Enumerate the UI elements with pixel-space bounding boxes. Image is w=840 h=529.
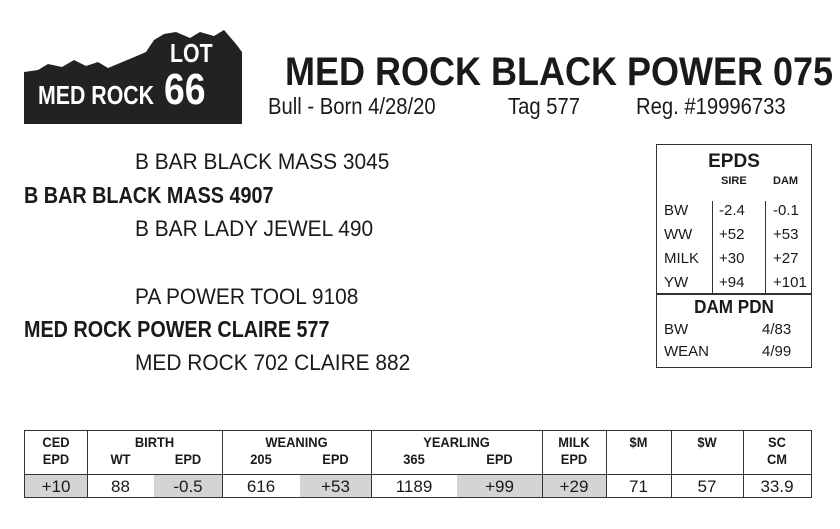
header-weaning-205: 205 — [250, 451, 272, 467]
header-milk-epd: EPD — [560, 451, 588, 467]
animal-info-line — [268, 95, 808, 123]
header-milk: MILK — [558, 434, 590, 450]
value-sw: 57 — [697, 477, 717, 496]
dam-pdn-label: BW — [664, 321, 689, 338]
header-sm: $M — [629, 434, 648, 450]
epd-sire-value: +30 — [719, 250, 745, 267]
epd-row-milk — [661, 247, 811, 271]
pdn-divider — [657, 293, 811, 295]
value-milk: +29 — [559, 477, 589, 496]
pedigree-dam: MED ROCK POWER CLAIRE 577 — [24, 316, 330, 342]
epd-row-yw — [661, 271, 811, 295]
header-ced: CED — [42, 434, 70, 450]
logo-ranch-name: MED ROCK — [38, 80, 155, 110]
header-sc: SC — [768, 434, 786, 450]
epd-sire-value: +52 — [719, 226, 745, 243]
value-weaning-epd: +53 — [321, 477, 350, 496]
epd-panel — [656, 144, 812, 368]
pedigree-dam-dam: MED ROCK 702 CLAIRE 882 — [135, 350, 411, 375]
pedigree-sire-sire: B BAR BLACK MASS 3045 — [135, 149, 390, 174]
epd-row-label: YW — [664, 274, 689, 291]
performance-table — [24, 430, 812, 498]
value-weaning-205: 616 — [246, 477, 276, 496]
epd-title: EPDS — [708, 151, 760, 172]
value-sc: 33.9 — [760, 477, 794, 496]
epd-row-bw — [661, 199, 811, 223]
value-birth-epd: -0.5 — [173, 477, 203, 496]
epd-sire-value: -2.4 — [719, 202, 745, 219]
epd-row-label: BW — [664, 202, 689, 219]
pedigree-sire-dam: B BAR LADY JEWEL 490 — [135, 216, 374, 241]
epd-dam-value: -0.1 — [773, 202, 799, 219]
value-yearling-epd: +99 — [485, 477, 514, 496]
pedigree-sire: B BAR BLACK MASS 4907 — [24, 182, 274, 208]
header-weaning-epd: EPD — [322, 451, 349, 467]
dam-pdn-value: 4/99 — [762, 343, 792, 360]
epd-rows — [661, 199, 811, 295]
epd-row-label: MILK — [664, 250, 700, 267]
epd-divider — [712, 201, 713, 293]
header-sw: $W — [697, 434, 717, 450]
table-header-divider — [25, 474, 811, 475]
dam-pdn-row-bw — [664, 322, 804, 337]
epd-dam-value: +27 — [773, 250, 799, 267]
value-birth-wt: 88 — [111, 477, 130, 496]
tag-number: Tag 577 — [508, 93, 581, 119]
header-birth: BIRTH — [134, 434, 175, 450]
med-rock-logo — [24, 30, 242, 124]
epd-row-label: WW — [664, 226, 693, 243]
sex-birth-date: Bull - Born 4/28/20 — [268, 93, 436, 119]
header-birth-wt: WT — [110, 451, 131, 467]
epd-dam-value: +101 — [773, 274, 807, 291]
epd-column-sire: SIRE — [721, 175, 747, 187]
epd-column-dam: DAM — [773, 175, 799, 187]
value-yearling-365: 1189 — [395, 477, 433, 496]
value-ced: +10 — [41, 477, 71, 496]
epd-dam-value: +53 — [773, 226, 799, 243]
header-yearling-epd: EPD — [486, 451, 513, 467]
registration-number: Reg. #19996733 — [636, 93, 786, 119]
pedigree-dam-sire: PA POWER TOOL 9108 — [135, 284, 359, 309]
epd-row-ww — [661, 223, 811, 247]
dam-pdn-row-wean — [664, 344, 804, 359]
animal-name: MED ROCK BLACK POWER 075 — [285, 50, 834, 94]
header-yearling-365: 365 — [403, 451, 425, 467]
header-sc-cm: CM — [766, 451, 788, 467]
dam-pdn-value: 4/83 — [762, 321, 792, 338]
header-ced-epd: EPD — [42, 451, 70, 467]
dam-pdn-title: DAM PDN — [694, 297, 774, 317]
header-yearling: YEARLING — [423, 434, 490, 450]
epd-divider — [765, 201, 766, 293]
logo-lot-label: LOT — [170, 38, 213, 68]
header-weaning: WEANING — [265, 434, 328, 450]
header-birth-epd: EPD — [174, 451, 202, 467]
value-sm: 71 — [629, 477, 648, 496]
dam-pdn-label: WEAN — [664, 343, 709, 360]
epd-sire-value: +94 — [719, 274, 745, 291]
logo-lot-number: 66 — [164, 65, 206, 114]
